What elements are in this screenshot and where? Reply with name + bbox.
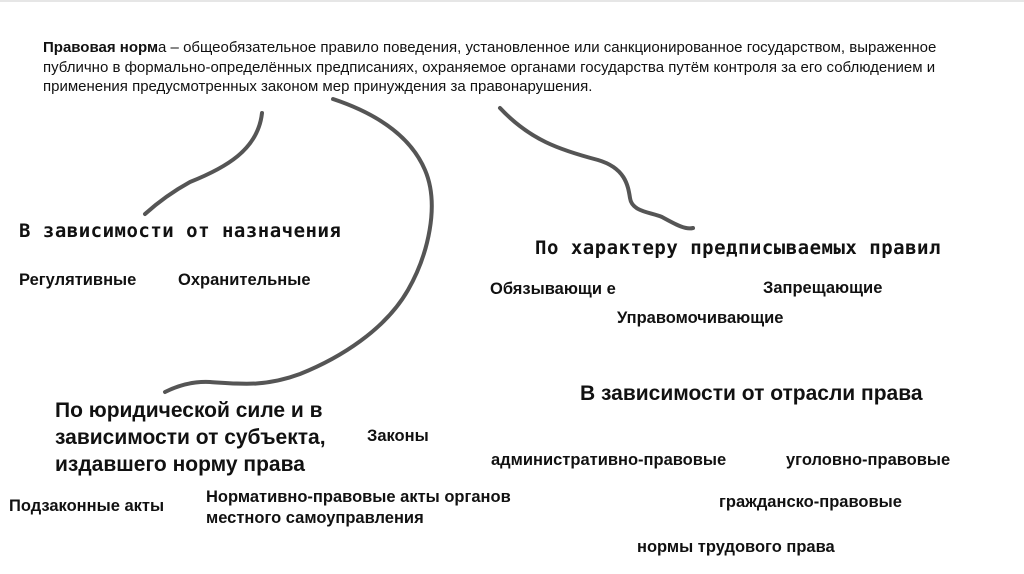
group-title-legal-force: По юридической силе и в зависимости от субъекта, издавшего норму права [55, 399, 326, 476]
item-regulatory: Регулятивные [19, 271, 137, 289]
group-title-character: По характеру предписываемых правил [535, 237, 941, 259]
definition-term: Правовая норм [43, 39, 159, 56]
group-title-branch: В зависимости от отрасли права [580, 382, 923, 405]
group-title-purpose: В зависимости от назначения [19, 220, 342, 242]
item-prohibiting: Запрещающие [763, 279, 883, 297]
definition-text: – общеобязательное правило поведения, установленное или санкционированное государством, выраженное публично в формально-определённых предписаниях, охраняемое органами государства путём контроля за его соблюдением и применения предусмотренных законом мер принуждения за правонарушения. [43, 39, 937, 95]
definition-paragraph [43, 38, 1003, 97]
connector-to-character [500, 108, 693, 228]
item-subordinate-acts: Подзаконные акты [9, 497, 165, 515]
item-administrative: административно-правовые [491, 451, 727, 469]
item-protective: Охранительные [178, 271, 311, 289]
item-labor: нормы трудового права [637, 538, 835, 556]
item-local-government-acts: Нормативно-правовые акты органов местного самоуправления [206, 488, 511, 527]
item-civil: гражданско-правовые [719, 493, 902, 511]
item-obliging: Обязывающи е [490, 280, 616, 298]
item-laws: Законы [367, 427, 429, 445]
item-criminal: уголовно-правовые [786, 451, 951, 469]
top-rule [0, 0, 1024, 2]
connector-to-legal-force [165, 99, 432, 392]
definition-term-tail: а [158, 39, 167, 56]
connector-to-purpose [145, 113, 262, 214]
item-empowering: Управомочивающие [617, 309, 784, 327]
